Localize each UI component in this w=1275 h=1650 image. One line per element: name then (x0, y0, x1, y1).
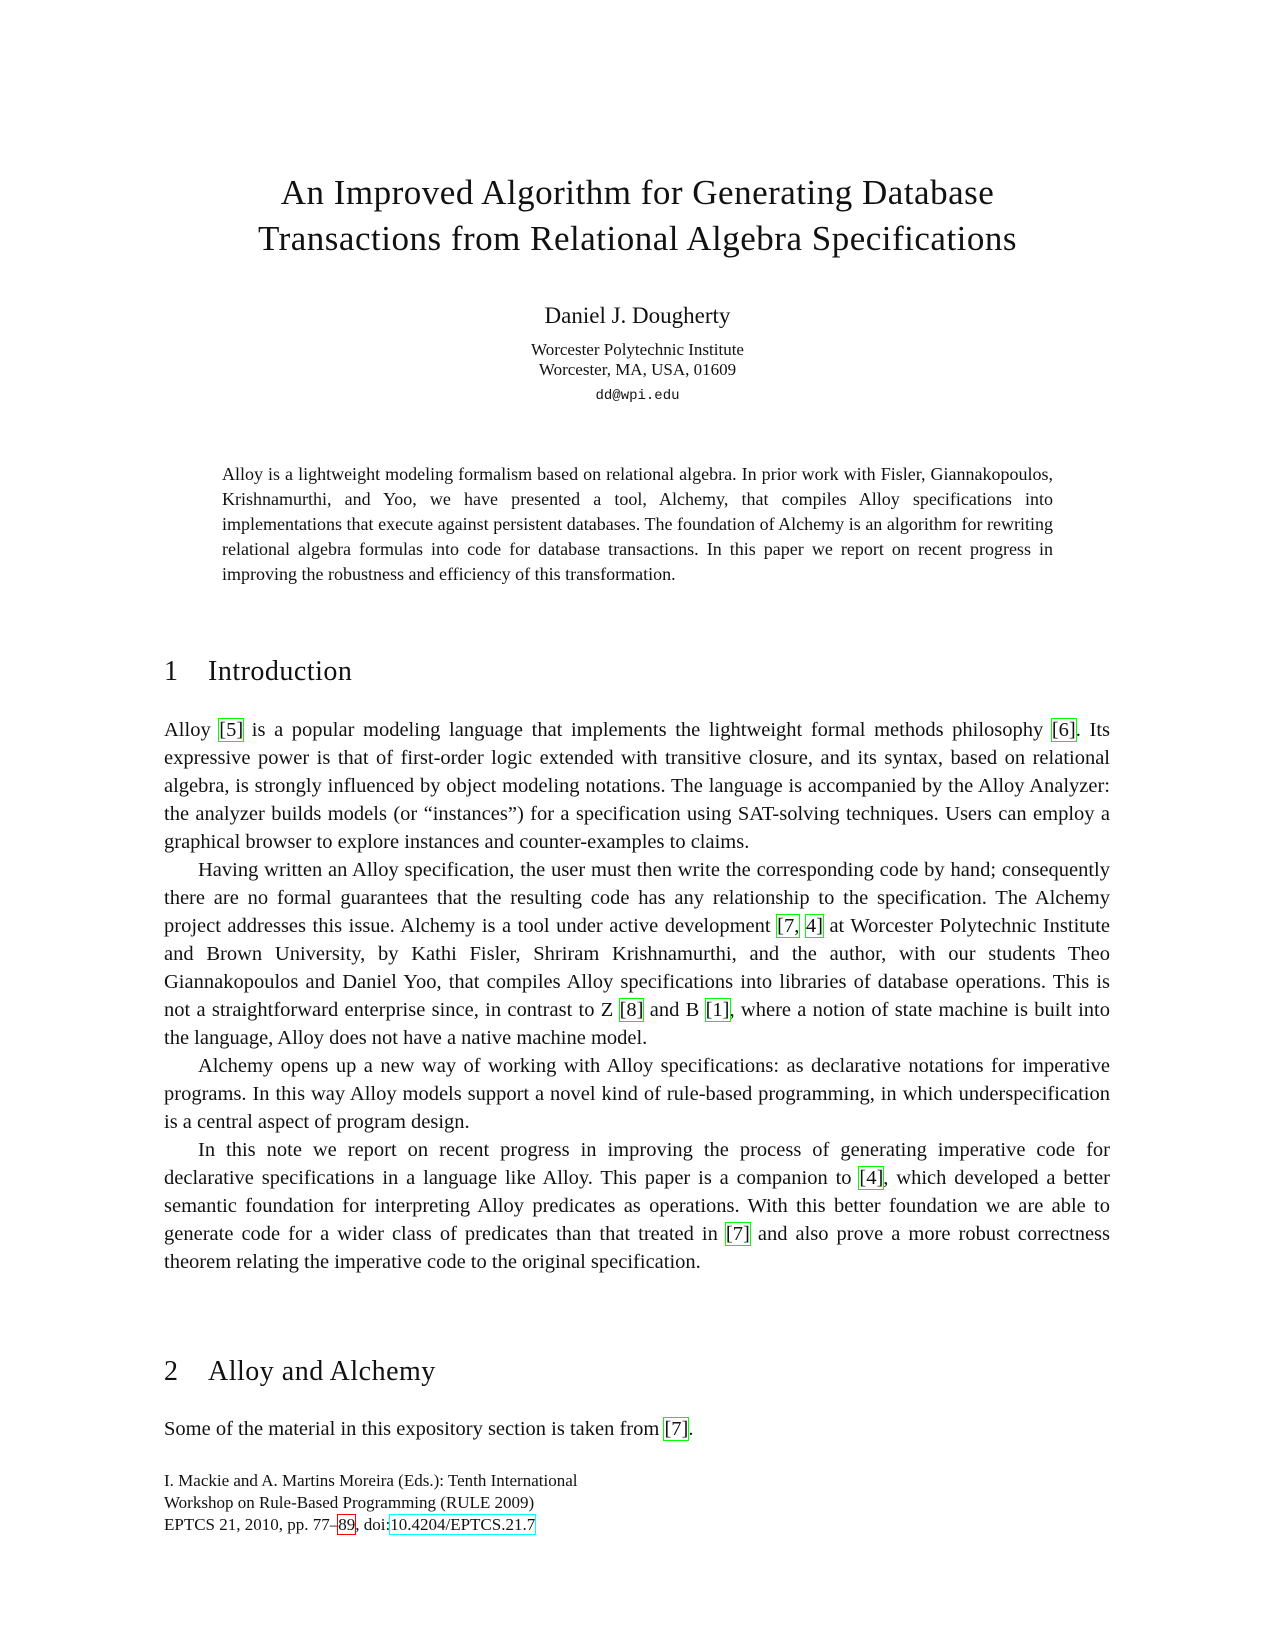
doi-link[interactable]: 10.4204/EPTCS.21.7 (390, 1515, 536, 1534)
citation-link[interactable]: [6] (1051, 719, 1076, 741)
author-address: Worcester, MA, USA, 01609 (538, 360, 737, 379)
section-heading-introduction (164, 656, 352, 688)
text-run: . Its expressive power is that of first-order logic extended with transitive closure, and its syntax, based on relational algebra, is strongly influenced by object modeling notations. The language is accompanied by the Alloy Analyzer: the analyzer builds models (or “instances”) for a specification using SAT-solving techniques. Users can employ a graphical browser to explore instances and counter-examples to claims. (164, 719, 1110, 853)
text-run: Having written an Alloy specification, the user must then write the corresponding code by hand; consequently there are no formal guarantees that the resulting code has any relationship to the specification. The Alchemy project addresses this issue. Alchemy is a tool under active development (164, 859, 1110, 937)
text-run: at Worcester Polytechnic Institute and Brown University, by Kathi Fisler, Shriram Krishnamurthi, and the author, with our students Theo Giannakopoulos and Daniel Yoo, that compiles Alloy specifications into libraries of database operations. This is not a straightforward enterprise since, in contrast to Z (164, 915, 1110, 1021)
title-line-2: Transactions from Relational Algebra Specifications (257, 219, 1018, 258)
section-title: Introduction (208, 656, 353, 687)
publication-footer (164, 1470, 577, 1536)
author-email[interactable]: dd@wpi.edu (595, 388, 680, 404)
intro-paragraph-4 (164, 1136, 1110, 1276)
author-affiliation (150, 340, 1125, 380)
text-run: and also prove a more robust correctness theorem relating the imperative code to the original specification. (164, 1223, 1111, 1273)
text-run: In this note we report on recent progress in improving the process of generating imperative code for declarative specifications in a language like Alloy. This paper is a companion to (164, 1139, 1110, 1189)
intro-paragraph-1 (164, 716, 1110, 856)
section-heading-alloy-and-alchemy (164, 1356, 436, 1388)
section-number: 1 (164, 656, 179, 687)
footer-line-1: I. Mackie and A. Martins Moreira (Eds.): Tenth International (164, 1471, 578, 1490)
section-2-body (164, 1415, 1110, 1443)
author-name: Daniel J. Dougherty (544, 303, 731, 328)
footer-line-2: Workshop on Rule-Based Programming (RULE 2009) (164, 1493, 535, 1512)
citation-link[interactable]: [1] (705, 999, 730, 1021)
text-run: Alloy (164, 719, 220, 741)
text-run: and B (643, 999, 706, 1021)
text-run: EPTCS 21, 2010, pp. 77– (164, 1515, 339, 1534)
intro-paragraph-2 (164, 856, 1110, 1052)
last-page-link[interactable]: 89 (338, 1515, 356, 1534)
citation-link[interactable]: [7] (725, 1223, 750, 1245)
citation-link[interactable]: [8] (619, 999, 644, 1021)
section-number: 2 (164, 1356, 179, 1387)
introduction-body (164, 716, 1110, 1276)
footer-line-3 (164, 1514, 577, 1536)
citation-link[interactable]: [4] (859, 1167, 884, 1189)
intro-paragraph-3: Alchemy opens up a new way of working with Alloy specifications: as declarative notations for imperative programs. In this way Alloy models support a novel kind of rule-based programming, in which underspecification is a central aspect of program design. (164, 1055, 1110, 1133)
citation-link[interactable]: 4] (805, 915, 823, 937)
section-2-paragraph-1 (164, 1415, 1110, 1443)
text-run: , doi: (355, 1515, 391, 1534)
citation-link[interactable]: [7, (777, 915, 800, 937)
text-run: , where a notion of state machine is built into the language, Alloy does not have a native machine model. (164, 999, 1110, 1049)
text-run: is a popular modeling language that implements the lightweight formal methods philosophy (243, 719, 1052, 741)
text-run: . (688, 1418, 694, 1440)
text-run: , which developed a better semantic foundation for interpreting Alloy predicates as operations. With this better foundation we are able to generate code for a wider class of predicates than that treated in (164, 1167, 1110, 1245)
section-title: Alloy and Alchemy (208, 1356, 436, 1387)
citation-link[interactable]: [5] (219, 719, 244, 741)
paper-title (150, 170, 1125, 262)
author-institution: Worcester Polytechnic Institute (531, 340, 744, 359)
abstract: Alloy is a lightweight modeling formalism based on relational algebra. In prior work with Fisler, Giannakopoulos, Krishnamurthi, and Yoo, we have presented a tool, Alchemy, that compiles Alloy specifications into implementations that execute against persistent databases. The foundation of Alchemy is an algorithm for rewriting relational algebra formulas into code for database transactions. In this paper we report on recent progress in improving the robustness and efficiency of this transformation. (222, 464, 1053, 584)
text-run: Some of the material in this expository section is taken from (164, 1418, 665, 1440)
citation-link[interactable]: [7] (664, 1418, 689, 1440)
title-line-1: An Improved Algorithm for Generating Database (280, 173, 995, 212)
